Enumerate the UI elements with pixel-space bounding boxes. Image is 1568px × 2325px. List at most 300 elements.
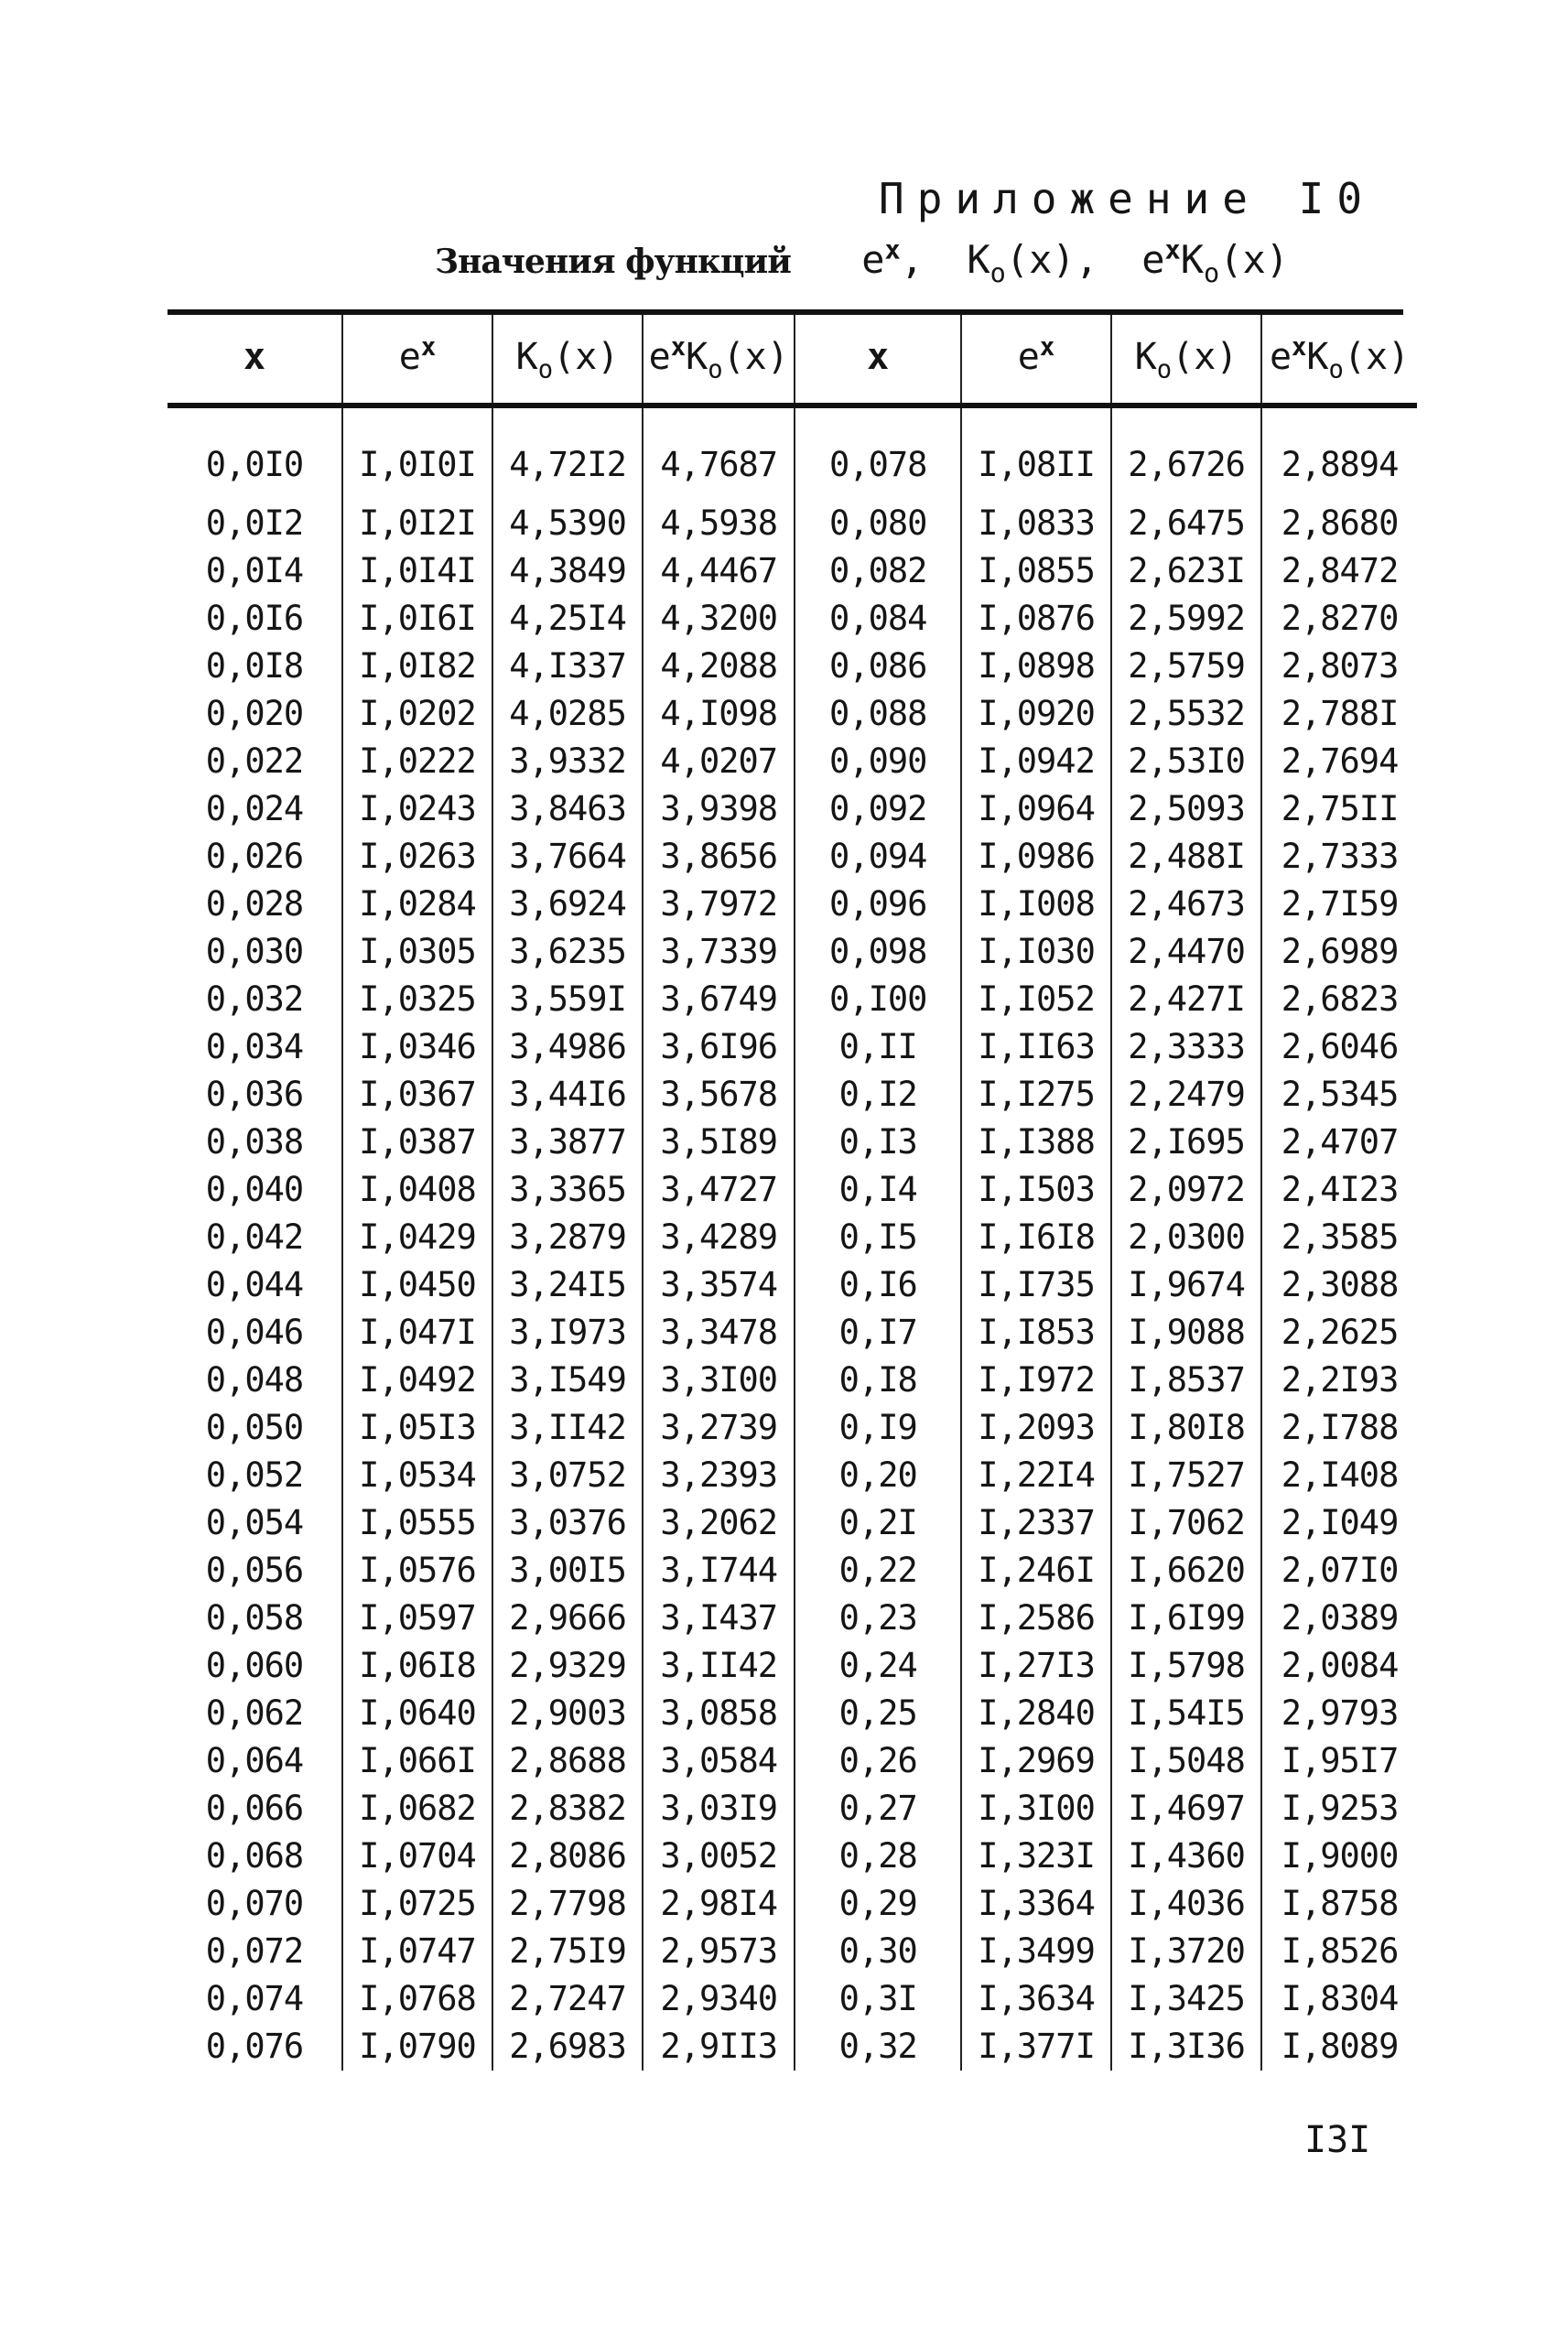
table-cell: 2,427I: [1111, 976, 1261, 1023]
table-cell: I,0I4I: [342, 547, 492, 595]
table-cell: 4,0285: [492, 690, 643, 738]
table-cell: 3,2062: [643, 1499, 795, 1547]
table-cell: 2,6983: [492, 2023, 643, 2071]
table-cell: I,0408: [342, 1166, 492, 1214]
table-cell: 0,I5: [795, 1214, 961, 1261]
table-cell: I,5048: [1111, 1737, 1261, 1785]
table-cell: I,80I8: [1111, 1404, 1261, 1452]
table-cell: 0,030: [168, 928, 342, 976]
table-cell: I,8089: [1281, 2027, 1399, 2066]
table-row: [168, 1928, 1417, 1975]
table-cell: 0,0I0: [168, 408, 342, 500]
table-cell: 0,25: [795, 1690, 961, 1737]
table-cell: 0,I2: [795, 1071, 961, 1119]
table-cell: 2,8894: [1281, 445, 1399, 484]
table-row: [168, 2023, 1417, 2071]
table-cell: I,0305: [342, 928, 492, 976]
table-cell: 3,7972: [643, 881, 795, 928]
page-number: I3I: [1304, 2119, 1371, 2161]
table-row: [168, 1404, 1417, 1452]
table-cell: 2,8382: [492, 1785, 643, 1833]
table-cell: I,95I7: [1281, 1741, 1399, 1780]
table-cell: 0,092: [795, 785, 961, 833]
table-cell: 2,8086: [492, 1833, 643, 1880]
table-cell: I,9674: [1111, 1261, 1261, 1309]
title-function-ex: $e^x$,: [861, 233, 925, 282]
table-row: [168, 1452, 1417, 1499]
table-cell: I,3364: [961, 1880, 1111, 1928]
table-cell: I,0768: [342, 1975, 492, 2023]
table-cell: I,27I3: [961, 1642, 1111, 1690]
table-cell: 2,9329: [492, 1642, 643, 1690]
table-cell: I,0942: [961, 738, 1111, 785]
table-cell: I,5798: [1111, 1642, 1261, 1690]
table-cell: 2,4470: [1111, 928, 1261, 976]
table-cell: I,3I00: [961, 1785, 1111, 1833]
table-cell: 0,052: [168, 1452, 342, 1499]
table-cell: 0,062: [168, 1690, 342, 1737]
table-cell: 3,44I6: [492, 1071, 643, 1119]
table-row: [168, 738, 1417, 785]
table-cell: I,I008: [961, 881, 1111, 928]
table-cell: I,8526: [1281, 1931, 1399, 1971]
table-row: [168, 690, 1417, 738]
table-cell: 2,3088: [1281, 1265, 1399, 1304]
table-cell: I,II63: [961, 1023, 1111, 1071]
table-cell: 2,2479: [1111, 1071, 1261, 1119]
column-header-4: x: [795, 315, 961, 403]
table-cell: 2,8270: [1281, 599, 1399, 638]
table-row: [168, 1690, 1417, 1737]
table-cell: 3,I973: [492, 1309, 643, 1357]
table-cell: 2,8688: [492, 1737, 643, 1785]
values-table: [168, 315, 1417, 403]
table-row: [168, 1499, 1417, 1547]
function-table: [168, 309, 1417, 2071]
table-row: [168, 785, 1417, 833]
table-cell: 2,I408: [1281, 1455, 1399, 1495]
title-function-exk0: $e^xK_o(x)$: [1141, 233, 1290, 288]
table-cell: I,2337: [961, 1499, 1111, 1547]
table-cell: 0,I00: [795, 976, 961, 1023]
table-cell: 2,6475: [1111, 500, 1261, 547]
table-cell: I,0325: [342, 976, 492, 1023]
table-cell: 3,4986: [492, 1023, 643, 1071]
table-cell: 2,9793: [1281, 1693, 1399, 1733]
table-cell: I,9088: [1111, 1309, 1261, 1357]
table-cell: 0,034: [168, 1023, 342, 1071]
table-cell: I,6I99: [1111, 1595, 1261, 1642]
table-cell: 2,5992: [1111, 595, 1261, 643]
table-cell: I,3425: [1111, 1975, 1261, 2023]
table-cell: 0,044: [168, 1261, 342, 1309]
table-cell: 0,024: [168, 785, 342, 833]
table-body: [168, 408, 1417, 2071]
table-cell: 0,094: [795, 833, 961, 881]
table-cell: 4,25I4: [492, 595, 643, 643]
table-cell: 3,8463: [492, 785, 643, 833]
table-cell: 0,066: [168, 1785, 342, 1833]
table-cell: 2,6823: [1281, 979, 1399, 1019]
table-cell: 0,036: [168, 1071, 342, 1119]
table-cell: I,0I82: [342, 643, 492, 690]
table-cell: 4,3849: [492, 547, 643, 595]
table-cell: 0,0I2: [168, 500, 342, 547]
table-cell: I,6620: [1111, 1547, 1261, 1595]
table-cell: 2,788I: [1281, 694, 1399, 733]
table-cell: 0,0I8: [168, 643, 342, 690]
table-cell: 3,0858: [643, 1690, 795, 1737]
table-cell: 3,4289: [643, 1214, 795, 1261]
table-cell: 2,7I59: [1281, 884, 1399, 924]
table-cell: 3,3478: [643, 1309, 795, 1357]
table-cell: 0,30: [795, 1928, 961, 1975]
table-cell: 0,22: [795, 1547, 961, 1595]
table-cell: I,0964: [961, 785, 1111, 833]
table-cell: I,9000: [1281, 1836, 1399, 1876]
table-cell: I,377I: [961, 2023, 1111, 2071]
table-cell: I,0640: [342, 1690, 492, 1737]
table-cell: I,0222: [342, 738, 492, 785]
table-cell: 2,3333: [1111, 1023, 1261, 1071]
table-row: [168, 547, 1417, 595]
table-cell: I,246I: [961, 1547, 1111, 1595]
table-cell: I,8758: [1281, 1884, 1399, 1923]
column-header-0: x: [168, 315, 342, 403]
table-cell: 2,9666: [492, 1595, 643, 1642]
table-cell: I,0346: [342, 1023, 492, 1071]
table-cell: 0,072: [168, 1928, 342, 1975]
table-cell: I,323I: [961, 1833, 1111, 1880]
table-cell: 2,9340: [643, 1975, 795, 2023]
table-cell: I,0I6I: [342, 595, 492, 643]
table-cell: 2,4I23: [1281, 1170, 1399, 1209]
table-cell: 4,2088: [643, 643, 795, 690]
table-cell: I,0986: [961, 833, 1111, 881]
table-cell: I,0243: [342, 785, 492, 833]
table-cell: I,0284: [342, 881, 492, 928]
table-cell: I,I275: [961, 1071, 1111, 1119]
table-cell: 0,038: [168, 1119, 342, 1166]
table-cell: 3,3365: [492, 1166, 643, 1214]
table-cell: I,0429: [342, 1214, 492, 1261]
table-cell: 4,I337: [492, 643, 643, 690]
table-cell: 2,0084: [1281, 1646, 1399, 1685]
table-cell: I,7527: [1111, 1452, 1261, 1499]
table-cell: I,08II: [961, 408, 1111, 500]
table-cell: 4,4467: [643, 547, 795, 595]
table-cell: I,I853: [961, 1309, 1111, 1357]
table-cell: 3,6I96: [643, 1023, 795, 1071]
table-cell: 2,5345: [1281, 1075, 1399, 1114]
table-cell: 3,03I9: [643, 1785, 795, 1833]
table-cell: I,0855: [961, 547, 1111, 595]
table-cell: I,0597: [342, 1595, 492, 1642]
table-cell: 2,6726: [1111, 408, 1261, 500]
table-cell: 2,7798: [492, 1880, 643, 1928]
table-cell: 0,064: [168, 1737, 342, 1785]
table-row: [168, 1261, 1417, 1309]
table-cell: 3,5I89: [643, 1119, 795, 1166]
table-cell: 2,07I0: [1281, 1551, 1399, 1590]
table-cell: I,047I: [342, 1309, 492, 1357]
table-cell: 0,060: [168, 1642, 342, 1690]
table-cell: I,0450: [342, 1261, 492, 1309]
table-cell: I,2093: [961, 1404, 1111, 1452]
table-cell: 3,II42: [492, 1404, 643, 1452]
table-row: [168, 643, 1417, 690]
table-cell: I,2969: [961, 1737, 1111, 1785]
table-cell: 2,53I0: [1111, 738, 1261, 785]
table-cell: 2,3585: [1281, 1217, 1399, 1257]
table-row: [168, 833, 1417, 881]
table-cell: I,0682: [342, 1785, 492, 1833]
table-cell: 0,098: [795, 928, 961, 976]
table-cell: 2,9573: [643, 1928, 795, 1975]
table-cell: I,I052: [961, 976, 1111, 1023]
table-cell: 3,2879: [492, 1214, 643, 1261]
table-cell: I,4697: [1111, 1785, 1261, 1833]
table-cell: 2,0972: [1111, 1166, 1261, 1214]
table-row: [168, 1357, 1417, 1404]
table-cell: 0,2I: [795, 1499, 961, 1547]
table-cell: 2,2I93: [1281, 1360, 1399, 1400]
table-header-row: [168, 315, 1417, 403]
table-row: [168, 595, 1417, 643]
table-cell: 4,5938: [643, 500, 795, 547]
table-cell: I,0I2I: [342, 500, 492, 547]
table-row: [168, 881, 1417, 928]
table-cell: 2,0389: [1281, 1598, 1399, 1638]
table-cell: 3,8656: [643, 833, 795, 881]
table-cell: 3,0376: [492, 1499, 643, 1547]
table-row: [168, 1119, 1417, 1166]
table-cell: 0,II: [795, 1023, 961, 1071]
table-cell: 3,II42: [643, 1642, 795, 1690]
table-cell: I,I388: [961, 1119, 1111, 1166]
table-row: [168, 928, 1417, 976]
table-cell: 0,20: [795, 1452, 961, 1499]
table-cell: 2,6989: [1281, 932, 1399, 971]
table-cell: 3,9332: [492, 738, 643, 785]
table-cell: 2,8073: [1281, 646, 1399, 686]
table-cell: 3,2393: [643, 1452, 795, 1499]
table-cell: 0,068: [168, 1833, 342, 1880]
table-cell: 2,4673: [1111, 881, 1261, 928]
table-row: [168, 1785, 1417, 1833]
table-cell: 2,7333: [1281, 837, 1399, 876]
table-cell: I,I6I8: [961, 1214, 1111, 1261]
table-cell: 3,00I5: [492, 1547, 643, 1595]
table-cell: 3,559I: [492, 976, 643, 1023]
table-cell: 0,084: [795, 595, 961, 643]
column-header-6: $K_o(x)$: [1111, 315, 1261, 403]
table-cell: I,4360: [1111, 1833, 1261, 1880]
table-cell: 4,7687: [643, 408, 795, 500]
table-cell: I,8304: [1281, 1979, 1399, 2018]
table-cell: 4,72I2: [492, 408, 643, 500]
table-cell: I,0387: [342, 1119, 492, 1166]
table-cell: 0,032: [168, 976, 342, 1023]
table-cell: 0,096: [795, 881, 961, 928]
table-cell: I,4036: [1111, 1880, 1261, 1928]
table-cell: 3,6749: [643, 976, 795, 1023]
table-cell: I,0747: [342, 1928, 492, 1975]
table-cell: 4,5390: [492, 500, 643, 547]
table-cell: I,I503: [961, 1166, 1111, 1214]
column-header-2: $K_o(x)$: [492, 315, 643, 403]
table-row: [168, 1166, 1417, 1214]
table-cell: 2,5759: [1111, 643, 1261, 690]
table-cell: 0,28: [795, 1833, 961, 1880]
table-row: [168, 1737, 1417, 1785]
table-cell: 0,058: [168, 1595, 342, 1642]
table-cell: I,3634: [961, 1975, 1111, 2023]
table-cell: 0,26: [795, 1737, 961, 1785]
table-cell: I,I030: [961, 928, 1111, 976]
table-cell: 0,I3: [795, 1119, 961, 1166]
table-cell: 0,020: [168, 690, 342, 738]
table-cell: 0,23: [795, 1595, 961, 1642]
table-row: [168, 1595, 1417, 1642]
column-header-1: $e^x$: [342, 315, 492, 403]
table-cell: 3,4727: [643, 1166, 795, 1214]
table-cell: 0,I9: [795, 1404, 961, 1452]
table-cell: 3,3574: [643, 1261, 795, 1309]
table-cell: I,0367: [342, 1071, 492, 1119]
table-row: [168, 408, 1417, 500]
table-cell: I,9253: [1281, 1789, 1399, 1828]
table-cell: 0,088: [795, 690, 961, 738]
table-cell: 4,0207: [643, 738, 795, 785]
table-cell: 0,074: [168, 1975, 342, 2023]
table-cell: I,0263: [342, 833, 492, 881]
table-row: [168, 1547, 1417, 1595]
table-cell: 0,24: [795, 1642, 961, 1690]
table-cell: I,7062: [1111, 1499, 1261, 1547]
table-cell: I,2586: [961, 1595, 1111, 1642]
table-cell: 2,4707: [1281, 1122, 1399, 1162]
table-cell: 3,6924: [492, 881, 643, 928]
table-cell: 0,028: [168, 881, 342, 928]
table-cell: 0,076: [168, 2023, 342, 2071]
table-cell: 2,488I: [1111, 833, 1261, 881]
table-cell: 3,I744: [643, 1547, 795, 1595]
table-row: [168, 1309, 1417, 1357]
table-row: [168, 1071, 1417, 1119]
table-cell: 3,0052: [643, 1833, 795, 1880]
table-cell: 0,048: [168, 1357, 342, 1404]
table-cell: 2,I049: [1281, 1503, 1399, 1542]
table-cell: 2,5532: [1111, 690, 1261, 738]
table-cell: 3,3I00: [643, 1357, 795, 1404]
table-cell: I,0534: [342, 1452, 492, 1499]
table-cell: I,2840: [961, 1690, 1111, 1737]
table-row: [168, 500, 1417, 547]
table-cell: 2,7247: [492, 1975, 643, 2023]
table-cell: 2,98I4: [643, 1880, 795, 1928]
table-cell: I,8537: [1111, 1357, 1261, 1404]
table-cell: 3,6235: [492, 928, 643, 976]
table-row: [168, 976, 1417, 1023]
table-cell: 0,29: [795, 1880, 961, 1928]
table-cell: I,0790: [342, 2023, 492, 2071]
table-row: [168, 1833, 1417, 1880]
table-cell: 0,070: [168, 1880, 342, 1928]
table-cell: 0,080: [795, 500, 961, 547]
table-cell: I,06I8: [342, 1642, 492, 1690]
table-cell: I,3720: [1111, 1928, 1261, 1975]
table-cell: 0,3I: [795, 1975, 961, 2023]
table-cell: 0,046: [168, 1309, 342, 1357]
table-cell: I,0898: [961, 643, 1111, 690]
table-cell: 2,8680: [1281, 503, 1399, 543]
table-cell: 3,I437: [643, 1595, 795, 1642]
table-cell: I,0492: [342, 1357, 492, 1404]
title-function-k0: $K_o(x)$,: [967, 236, 1098, 288]
table-cell: 2,I695: [1111, 1119, 1261, 1166]
table-cell: 3,3877: [492, 1119, 643, 1166]
table-cell: 0,I4: [795, 1166, 961, 1214]
table-cell: 2,6046: [1281, 1027, 1399, 1066]
table-cell: 0,0I4: [168, 547, 342, 595]
table-cell: 3,0752: [492, 1452, 643, 1499]
table-cell: 3,0584: [643, 1737, 795, 1785]
table-cell: 0,090: [795, 738, 961, 785]
table-cell: 2,I788: [1281, 1408, 1399, 1447]
table-cell: 0,042: [168, 1214, 342, 1261]
table-cell: I,22I4: [961, 1452, 1111, 1499]
table-cell: 2,0300: [1111, 1214, 1261, 1261]
table-cell: 3,I549: [492, 1357, 643, 1404]
table-cell: 0,050: [168, 1404, 342, 1452]
table-cell: 0,I7: [795, 1309, 961, 1357]
table-row: [168, 1975, 1417, 2023]
table-cell: 3,5678: [643, 1071, 795, 1119]
table-cell: 0,I8: [795, 1357, 961, 1404]
table-cell: 4,I098: [643, 690, 795, 738]
table-cell: 0,27: [795, 1785, 961, 1833]
appendix-label: Приложение I0: [879, 174, 1376, 223]
table-cell: 2,7694: [1281, 741, 1399, 781]
table-cell: 2,5093: [1111, 785, 1261, 833]
table-cell: 0,0I6: [168, 595, 342, 643]
table-cell: I,0920: [961, 690, 1111, 738]
table-title: [435, 233, 1289, 288]
table-cell: 2,8472: [1281, 551, 1399, 590]
table-cell: 0,026: [168, 833, 342, 881]
table-cell: 2,623I: [1111, 547, 1261, 595]
table-cell: 0,086: [795, 643, 961, 690]
table-cell: 2,9II3: [643, 2023, 795, 2071]
table-row: [168, 1880, 1417, 1928]
table-cell: I,0I0I: [342, 408, 492, 500]
table-cell: 0,078: [795, 408, 961, 500]
table-cell: 3,2739: [643, 1404, 795, 1452]
table-cell: 3,7664: [492, 833, 643, 881]
table-cell: 4,3200: [643, 595, 795, 643]
table-row: [168, 1642, 1417, 1690]
table-row: [168, 1023, 1417, 1071]
table-cell: 0,I6: [795, 1261, 961, 1309]
table-cell: 0,022: [168, 738, 342, 785]
table-cell: I,54I5: [1111, 1690, 1261, 1737]
table-cell: 3,9398: [643, 785, 795, 833]
table-cell: 0,082: [795, 547, 961, 595]
column-header-3: $e^xK_o(x)$: [643, 315, 795, 403]
table-cell: I,0576: [342, 1547, 492, 1595]
column-header-5: $e^x$: [961, 315, 1111, 403]
